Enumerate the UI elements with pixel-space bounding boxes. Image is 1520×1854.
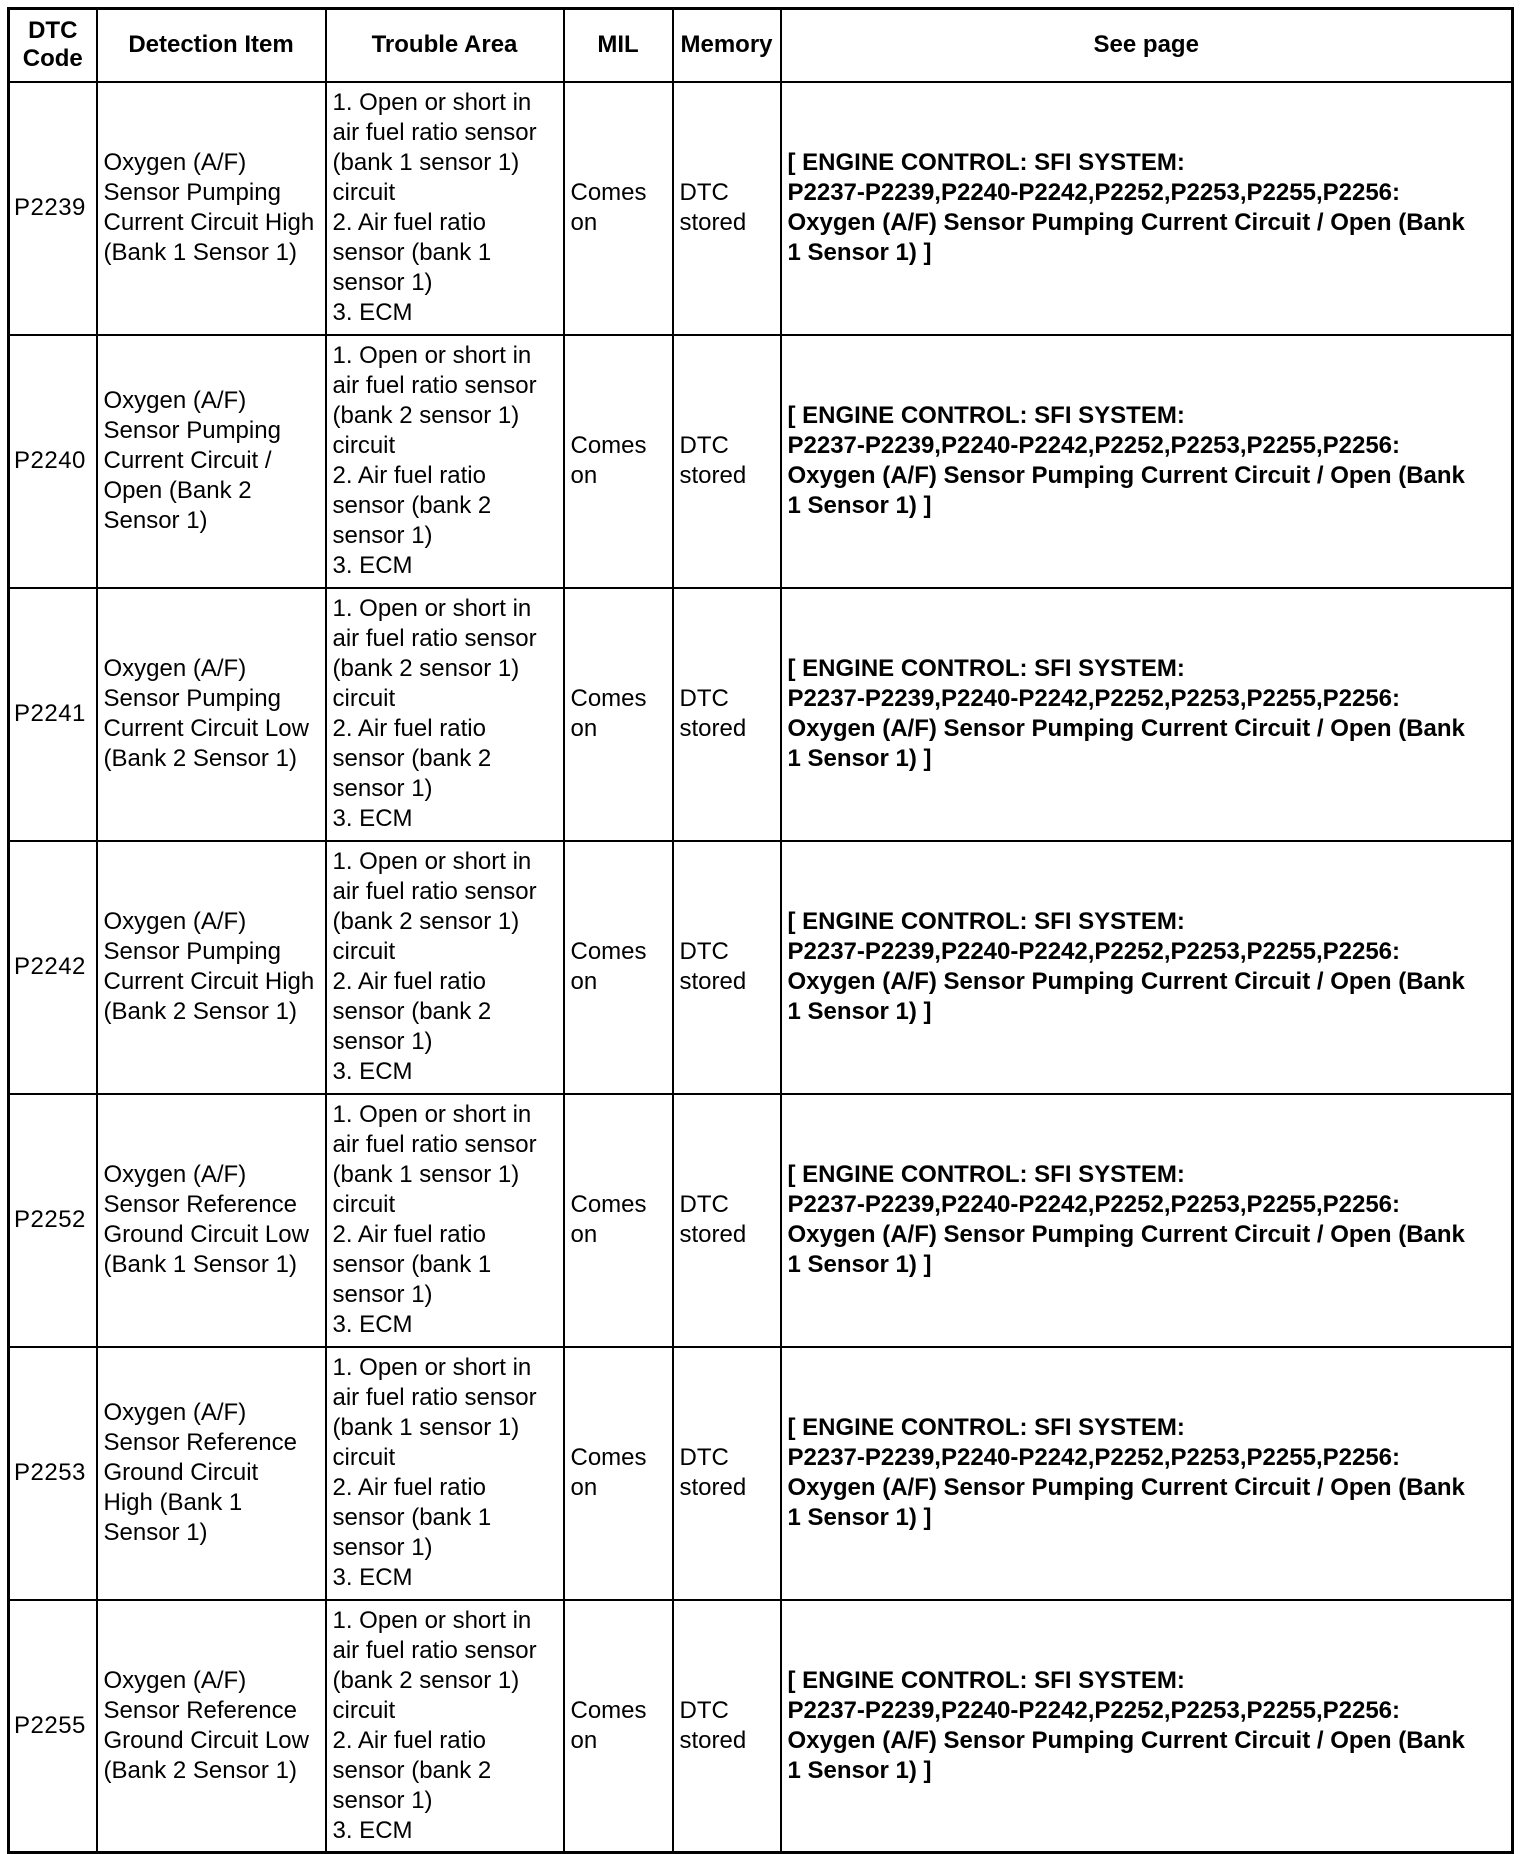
detection-item-cell xyxy=(97,1347,326,1600)
memory-line: DTC xyxy=(679,1444,729,1471)
see-page-line: Oxygen (A/F) Sensor Pumping Current Circuit / Open (Bank xyxy=(787,968,1465,995)
see-page-line: [ ENGINE CONTROL: SFI SYSTEM: xyxy=(787,1161,1185,1188)
dtc-code-cell: P2255 xyxy=(9,1600,97,1853)
trouble-area-line: 2. Air fuel ratio xyxy=(332,968,486,995)
memory-line: stored xyxy=(679,1221,747,1248)
detection-item-line: Ground Circuit Low xyxy=(103,1726,309,1754)
detection-item-line: Sensor Reference xyxy=(103,1191,297,1218)
detection-item-line: Oxygen (A/F) xyxy=(103,149,247,176)
trouble-area-cell xyxy=(326,588,564,841)
see-page-line: [ ENGINE CONTROL: SFI SYSTEM: xyxy=(787,149,1185,176)
table-row xyxy=(9,1347,1513,1600)
table-row xyxy=(9,1094,1513,1347)
trouble-area-line: 2. Air fuel ratio xyxy=(332,1221,486,1248)
see-page-line: 1 Sensor 1) ] xyxy=(787,239,932,266)
trouble-area-line: air fuel ratio sensor xyxy=(332,878,537,905)
trouble-area-line: 2. Air fuel ratio xyxy=(332,715,486,742)
trouble-area-line: sensor (bank 2 xyxy=(332,492,492,519)
table-row xyxy=(9,1600,1513,1853)
dtc-table xyxy=(7,7,1514,1854)
trouble-area-line: circuit xyxy=(332,1696,396,1724)
see-page-cell[interactable] xyxy=(781,588,1513,841)
detection-item-line: Oxygen (A/F) xyxy=(103,1161,247,1188)
dtc-code-cell: P2242 xyxy=(9,841,97,1094)
detection-item-line: (Bank 2 Sensor 1) xyxy=(103,745,297,772)
memory-cell xyxy=(673,82,781,335)
header-row xyxy=(9,9,1513,82)
see-page-line: Oxygen (A/F) Sensor Pumping Current Circuit / Open (Bank xyxy=(787,209,1465,236)
memory-line: DTC xyxy=(679,938,729,965)
see-page-line: Oxygen (A/F) Sensor Pumping Current Circuit / Open (Bank xyxy=(787,1474,1465,1501)
see-page-line: [ ENGINE CONTROL: SFI SYSTEM: xyxy=(787,1414,1185,1441)
detection-item-line: (Bank 1 Sensor 1) xyxy=(103,1251,297,1278)
see-page-cell[interactable] xyxy=(781,1094,1513,1347)
header-detection-item: Detection Item xyxy=(97,9,326,82)
see-page-cell[interactable] xyxy=(781,1347,1513,1600)
header-dtc-code-line: Code xyxy=(22,45,83,73)
trouble-area-line: (bank 2 sensor 1) xyxy=(332,402,520,429)
trouble-area-line: sensor (bank 1 xyxy=(332,1504,492,1531)
see-page-cell[interactable] xyxy=(781,841,1513,1094)
table-row xyxy=(9,588,1513,841)
trouble-area-line: sensor 1) xyxy=(332,1786,433,1814)
detection-item-cell xyxy=(97,1600,326,1853)
mil-line: Comes xyxy=(570,1696,647,1724)
trouble-area-line: sensor 1) xyxy=(332,1534,433,1561)
see-page-line: Oxygen (A/F) Sensor Pumping Current Circuit / Open (Bank xyxy=(787,715,1465,742)
dtc-code-cell: P2253 xyxy=(9,1347,97,1600)
trouble-area-line: (bank 1 sensor 1) xyxy=(332,1161,520,1188)
see-page-line: 1 Sensor 1) ] xyxy=(787,745,932,772)
table-row xyxy=(9,82,1513,335)
dtc-code-cell: P2252 xyxy=(9,1094,97,1347)
detection-item-cell xyxy=(97,841,326,1094)
detection-item-line: Sensor Pumping xyxy=(103,417,281,444)
trouble-area-line: 1. Open or short in xyxy=(332,1606,532,1634)
detection-item-line: (Bank 1 Sensor 1) xyxy=(103,239,297,266)
mil-line: Comes xyxy=(570,1191,647,1218)
see-page-line: 1 Sensor 1) ] xyxy=(787,998,932,1025)
trouble-area-line: air fuel ratio sensor xyxy=(332,1384,537,1411)
see-page-line: 1 Sensor 1) ] xyxy=(787,1251,932,1278)
trouble-area-line: circuit xyxy=(332,179,396,206)
mil-line: on xyxy=(570,715,598,742)
detection-item-line: Ground Circuit Low xyxy=(103,1221,309,1248)
memory-line: stored xyxy=(679,968,747,995)
memory-cell xyxy=(673,588,781,841)
see-page-line: P2237-P2239,P2240-P2242,P2252,P2253,P2255,P2256: xyxy=(787,179,1401,206)
trouble-area-line: 3. ECM xyxy=(332,1311,413,1338)
mil-cell xyxy=(564,335,673,588)
trouble-area-line: 2. Air fuel ratio xyxy=(332,209,486,236)
trouble-area-cell xyxy=(326,82,564,335)
detection-item-line: Current Circuit Low xyxy=(103,715,309,742)
see-page-line: Oxygen (A/F) Sensor Pumping Current Circuit / Open (Bank xyxy=(787,462,1465,489)
trouble-area-line: 2. Air fuel ratio xyxy=(332,1726,486,1754)
memory-cell xyxy=(673,335,781,588)
trouble-area-line: (bank 1 sensor 1) xyxy=(332,1414,520,1441)
memory-cell xyxy=(673,1094,781,1347)
see-page-cell[interactable] xyxy=(781,82,1513,335)
trouble-area-line: 3. ECM xyxy=(332,805,413,832)
trouble-area-line: (bank 2 sensor 1) xyxy=(332,908,520,935)
see-page-line: Oxygen (A/F) Sensor Pumping Current Circuit / Open (Bank xyxy=(787,1726,1465,1754)
memory-line: stored xyxy=(679,462,747,489)
detection-item-line: Sensor 1) xyxy=(103,1519,208,1546)
detection-item-line: Sensor 1) xyxy=(103,507,208,534)
see-page-line: P2237-P2239,P2240-P2242,P2252,P2253,P2255,P2256: xyxy=(787,685,1401,712)
trouble-area-line: air fuel ratio sensor xyxy=(332,372,537,399)
see-page-line: [ ENGINE CONTROL: SFI SYSTEM: xyxy=(787,908,1185,935)
header-trouble-area: Trouble Area xyxy=(326,9,564,82)
detection-item-line: Current Circuit / xyxy=(103,447,272,474)
trouble-area-line: 3. ECM xyxy=(332,1564,413,1591)
see-page-line: [ ENGINE CONTROL: SFI SYSTEM: xyxy=(787,1666,1185,1694)
detection-item-line: Open (Bank 2 xyxy=(103,477,252,504)
see-page-cell[interactable] xyxy=(781,335,1513,588)
mil-cell xyxy=(564,588,673,841)
trouble-area-line: sensor 1) xyxy=(332,775,433,802)
detection-item-line: (Bank 2 Sensor 1) xyxy=(103,1756,297,1784)
memory-cell xyxy=(673,1600,781,1853)
trouble-area-line: sensor (bank 1 xyxy=(332,1251,492,1278)
table-header xyxy=(9,9,1513,82)
detection-item-line: Oxygen (A/F) xyxy=(103,655,247,682)
detection-item-line: (Bank 2 Sensor 1) xyxy=(103,998,297,1025)
detection-item-cell xyxy=(97,335,326,588)
mil-line: Comes xyxy=(570,1444,647,1471)
detection-item-line: Oxygen (A/F) xyxy=(103,1399,247,1426)
header-dtc-code xyxy=(9,9,97,82)
memory-line: DTC xyxy=(679,1191,729,1218)
trouble-area-line: circuit xyxy=(332,938,396,965)
detection-item-line: Sensor Pumping xyxy=(103,179,281,206)
mil-cell xyxy=(564,841,673,1094)
detection-item-line: Sensor Reference xyxy=(103,1696,297,1724)
detection-item-cell xyxy=(97,588,326,841)
trouble-area-line: circuit xyxy=(332,432,396,459)
mil-cell xyxy=(564,1600,673,1853)
memory-cell xyxy=(673,841,781,1094)
see-page-line: [ ENGINE CONTROL: SFI SYSTEM: xyxy=(787,655,1185,682)
trouble-area-line: 1. Open or short in xyxy=(332,595,532,622)
mil-cell xyxy=(564,82,673,335)
see-page-line: 1 Sensor 1) ] xyxy=(787,1504,932,1531)
mil-line: Comes xyxy=(570,179,647,206)
trouble-area-line: air fuel ratio sensor xyxy=(332,1131,537,1158)
header-memory: Memory xyxy=(673,9,781,82)
header-see-page: See page xyxy=(781,9,1513,82)
see-page-line: P2237-P2239,P2240-P2242,P2252,P2253,P2255,P2256: xyxy=(787,1696,1401,1724)
detection-item-line: Oxygen (A/F) xyxy=(103,908,247,935)
table-body xyxy=(9,82,1513,1853)
dtc-code-cell: P2240 xyxy=(9,335,97,588)
detection-item-line: Oxygen (A/F) xyxy=(103,1666,247,1694)
trouble-area-line: air fuel ratio sensor xyxy=(332,119,537,146)
detection-item-line: Sensor Reference xyxy=(103,1429,297,1456)
mil-line: Comes xyxy=(570,432,647,459)
trouble-area-cell xyxy=(326,335,564,588)
see-page-line: 1 Sensor 1) ] xyxy=(787,1756,932,1784)
trouble-area-cell xyxy=(326,1094,564,1347)
trouble-area-line: sensor (bank 2 xyxy=(332,745,492,772)
mil-line: on xyxy=(570,1726,598,1754)
detection-item-line: Current Circuit High xyxy=(103,209,315,236)
header-mil: MIL xyxy=(564,9,673,82)
mil-line: on xyxy=(570,1221,598,1248)
trouble-area-line: sensor 1) xyxy=(332,1028,433,1055)
trouble-area-line: 2. Air fuel ratio xyxy=(332,462,486,489)
table-row xyxy=(9,841,1513,1094)
mil-line: Comes xyxy=(570,685,647,712)
see-page-cell[interactable] xyxy=(781,1600,1513,1853)
mil-line: on xyxy=(570,968,598,995)
detection-item-line: Sensor Pumping xyxy=(103,685,281,712)
memory-line: DTC xyxy=(679,1696,729,1724)
detection-item-cell xyxy=(97,82,326,335)
memory-line: stored xyxy=(679,1726,747,1754)
see-page-line: P2237-P2239,P2240-P2242,P2252,P2253,P2255,P2256: xyxy=(787,1444,1401,1471)
trouble-area-line: circuit xyxy=(332,1444,396,1471)
trouble-area-line: 3. ECM xyxy=(332,299,413,326)
dtc-code-cell: P2239 xyxy=(9,82,97,335)
trouble-area-line: air fuel ratio sensor xyxy=(332,625,537,652)
trouble-area-cell xyxy=(326,1600,564,1853)
mil-line: on xyxy=(570,1474,598,1501)
detection-item-line: Ground Circuit xyxy=(103,1459,259,1486)
trouble-area-line: (bank 2 sensor 1) xyxy=(332,1666,520,1694)
see-page-line: P2237-P2239,P2240-P2242,P2252,P2253,P2255,P2256: xyxy=(787,432,1401,459)
trouble-area-cell xyxy=(326,841,564,1094)
memory-line: DTC xyxy=(679,432,729,459)
see-page-line: P2237-P2239,P2240-P2242,P2252,P2253,P2255,P2256: xyxy=(787,938,1401,965)
trouble-area-line: circuit xyxy=(332,1191,396,1218)
trouble-area-line: 3. ECM xyxy=(332,1058,413,1085)
trouble-area-line: (bank 2 sensor 1) xyxy=(332,655,520,682)
dtc-code-cell: P2241 xyxy=(9,588,97,841)
memory-line: stored xyxy=(679,715,747,742)
trouble-area-line: 2. Air fuel ratio xyxy=(332,1474,486,1501)
mil-line: on xyxy=(570,462,598,489)
see-page-line: P2237-P2239,P2240-P2242,P2252,P2253,P2255,P2256: xyxy=(787,1191,1401,1218)
trouble-area-line: 1. Open or short in xyxy=(332,342,532,369)
memory-cell xyxy=(673,1347,781,1600)
trouble-area-line: 3. ECM xyxy=(332,1816,413,1844)
see-page-line: 1 Sensor 1) ] xyxy=(787,492,932,519)
trouble-area-cell xyxy=(326,1347,564,1600)
trouble-area-line: sensor 1) xyxy=(332,269,433,296)
trouble-area-line: 1. Open or short in xyxy=(332,1101,532,1128)
see-page-line: Oxygen (A/F) Sensor Pumping Current Circuit / Open (Bank xyxy=(787,1221,1465,1248)
trouble-area-line: 1. Open or short in xyxy=(332,848,532,875)
see-page-line: [ ENGINE CONTROL: SFI SYSTEM: xyxy=(787,402,1185,429)
header-dtc-code-line: DTC xyxy=(28,17,78,45)
memory-line: DTC xyxy=(679,685,729,712)
mil-line: on xyxy=(570,209,598,236)
table-row xyxy=(9,335,1513,588)
mil-line: Comes xyxy=(570,938,647,965)
trouble-area-line: air fuel ratio sensor xyxy=(332,1636,537,1664)
trouble-area-line: (bank 1 sensor 1) xyxy=(332,149,520,176)
detection-item-line: Oxygen (A/F) xyxy=(103,387,247,414)
mil-cell xyxy=(564,1094,673,1347)
trouble-area-line: 3. ECM xyxy=(332,552,413,579)
trouble-area-line: sensor (bank 2 xyxy=(332,998,492,1025)
detection-item-cell xyxy=(97,1094,326,1347)
trouble-area-line: 1. Open or short in xyxy=(332,89,532,116)
trouble-area-line: sensor (bank 1 xyxy=(332,239,492,266)
mil-cell xyxy=(564,1347,673,1600)
memory-line: stored xyxy=(679,209,747,236)
memory-line: stored xyxy=(679,1474,747,1501)
trouble-area-line: 1. Open or short in xyxy=(332,1354,532,1381)
trouble-area-line: circuit xyxy=(332,685,396,712)
trouble-area-line: sensor 1) xyxy=(332,1281,433,1308)
detection-item-line: Current Circuit High xyxy=(103,968,315,995)
memory-line: DTC xyxy=(679,179,729,206)
detection-item-line: High (Bank 1 xyxy=(103,1489,243,1516)
detection-item-line: Sensor Pumping xyxy=(103,938,281,965)
trouble-area-line: sensor 1) xyxy=(332,522,433,549)
trouble-area-line: sensor (bank 2 xyxy=(332,1756,492,1784)
